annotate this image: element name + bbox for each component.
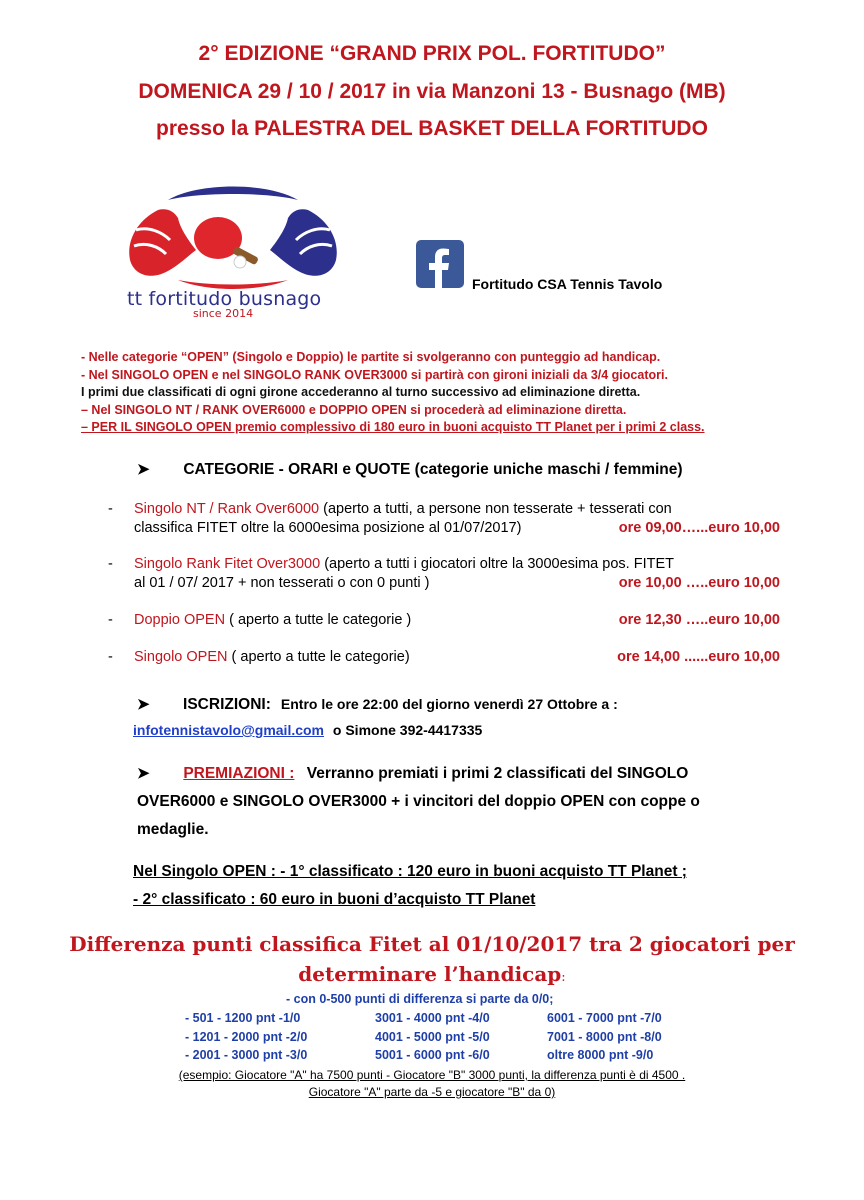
dash-bullet: - [108, 556, 113, 572]
note-line: I primi due classificati di ogni girone accederanno al turno successivo ad eliminazione diretta. [81, 385, 641, 399]
contact-line [133, 722, 482, 738]
premiazioni-block [137, 760, 797, 844]
dash-bullet: - [108, 612, 113, 628]
category-desc: al 01 / 07/ 2017 + non tesserati o con 0 punti ) [134, 575, 430, 591]
handicap-title [0, 929, 864, 993]
title-line-3: presso la PALESTRA DEL BASKET DELLA FORTITUDO [156, 117, 708, 140]
lions-paddle-logo-icon [118, 180, 348, 295]
title-line-1: 2° EDIZIONE “GRAND PRIX POL. FORTITUDO” [198, 42, 666, 65]
note-line: – Nel SINGOLO NT / RANK OVER6000 e DOPPIO OPEN si procederà ad eliminazione diretta. [81, 402, 627, 417]
prize-line: - 2° classificato : 60 euro in buoni d’acquisto TT Planet [133, 891, 536, 908]
premiazioni-text: OVER6000 e SINGOLO OVER3000 + i vincitori del doppio OPEN con coppe o [137, 793, 700, 810]
handicap-cell: - 501 - 1200 pnt -1/0 [185, 1011, 301, 1025]
facebook-page-name[interactable]: Fortitudo CSA Tennis Tavolo [472, 276, 663, 292]
email-link[interactable]: infotennistavolo@gmail.com [133, 722, 325, 738]
arrow-bullet-icon: ➤ [137, 461, 150, 478]
logo-since: since 2014 [193, 307, 254, 320]
handicap-cell: 3001 - 4000 pnt -4/0 [375, 1011, 490, 1025]
category-desc: ( aperto a tutte le categorie) [227, 649, 410, 665]
handicap-cell: oltre 8000 pnt -9/0 [547, 1048, 654, 1062]
category-item [108, 500, 788, 538]
category-item [108, 611, 788, 630]
handicap-cell: 5001 - 6000 pnt -6/0 [375, 1048, 490, 1062]
category-price: ore 14,00 ......euro 10,00 [617, 649, 780, 665]
arrow-bullet-icon: ➤ [137, 765, 150, 782]
dash-bullet: - [108, 501, 113, 517]
premiazioni-label: PREMIAZIONI : [183, 765, 295, 782]
esempio-line: (esempio: Giocatore "A" ha 7500 punti - Giocatore "B" 3000 punti, la differenza punti è di 4500 . [178, 1068, 686, 1082]
category-item [108, 555, 788, 593]
category-desc: classifica FITET oltre la 6000esima posizione al 01/07/2017) [134, 520, 522, 536]
category-desc: (aperto a tutti i giocatori oltre la 3000esima pos. FITET [320, 556, 674, 572]
handicap-intro: - con 0-500 punti di differenza si parte da 0/0; [286, 992, 554, 1006]
categorie-heading [137, 460, 683, 479]
handicap-cell: 7001 - 8000 pnt -8/0 [547, 1030, 662, 1044]
note-line: - Nel SINGOLO OPEN e nel SINGOLO RANK OVER3000 si partirà con gironi iniziali da 3/4 giocatori. [81, 367, 668, 382]
iscrizioni-line [137, 695, 618, 714]
category-name: Singolo Rank Fitet Over3000 [134, 556, 321, 572]
category-name: Singolo NT / Rank Over6000 [134, 501, 320, 517]
category-price: ore 10,00 …..euro 10,00 [618, 575, 780, 591]
premiazioni-text: medaglie. [137, 821, 209, 838]
premiazioni-text: Verranno premiati i primi 2 classificati del SINGOLO [306, 765, 689, 782]
facebook-icon[interactable] [416, 240, 464, 288]
category-desc: ( aperto a tutte le categorie ) [225, 612, 412, 628]
category-price: ore 12,30 …..euro 10,00 [618, 612, 780, 628]
handicap-cell: 6001 - 7000 pnt -7/0 [547, 1011, 662, 1025]
iscrizioni-text: Entro le ore 22:00 del giorno venerdì 27 Ottobre a : [280, 696, 618, 712]
note-line: - Nelle categorie “OPEN” (Singolo e Doppio) le partite si svolgeranno con punteggio ad handicap. [81, 350, 661, 364]
esempio-line: Giocatore "A" parte da -5 e giocatore "B" da 0) [308, 1085, 556, 1099]
iscrizioni-label: ISCRIZIONI: [183, 696, 271, 713]
categorie-heading-text: CATEGORIE - ORARI e QUOTE (categorie uniche maschi / femmine) [183, 461, 683, 478]
category-price: ore 09,00…...euro 10,00 [618, 520, 780, 536]
rules-notes [81, 349, 801, 437]
dash-bullet: - [108, 649, 113, 665]
facebook-f-icon [416, 240, 464, 288]
category-desc: (aperto a tutti, a persone non tesserate + tesserati con [319, 501, 672, 517]
phone-contact: o Simone 392-4417335 [332, 722, 483, 738]
prize-line: Nel Singolo OPEN : - 1° classificato : 120 euro in buoni acquisto TT Planet ; [133, 863, 687, 880]
singolo-open-prizes [133, 858, 793, 914]
category-item [108, 648, 788, 667]
handicap-title-line: determinare l’handicap [298, 962, 562, 986]
handicap-cell: - 2001 - 3000 pnt -3/0 [185, 1048, 308, 1062]
handicap-cell: - 1201 - 2000 pnt -2/0 [185, 1030, 308, 1044]
handicap-cell: 4001 - 5000 pnt -5/0 [375, 1030, 490, 1044]
esempio-note [0, 1067, 864, 1101]
handicap-title-line: Differenza punti classifica Fitet al 01/10/2017 tra 2 giocatori per [69, 932, 795, 956]
logo-name: tt fortitudo busnago [127, 288, 322, 310]
note-line: – PER IL SINGOLO OPEN premio complessivo di 180 euro in buoni acquisto TT Planet per i primi 2 class. [81, 420, 705, 434]
arrow-bullet-icon: ➤ [137, 696, 150, 713]
title-line-2: DOMENICA 29 / 10 / 2017 in via Manzoni 13 - Busnago (MB) [138, 80, 726, 103]
category-name: Singolo OPEN [134, 649, 228, 665]
category-name: Doppio OPEN [134, 612, 226, 628]
handicap-title-suffix: : [561, 970, 566, 985]
